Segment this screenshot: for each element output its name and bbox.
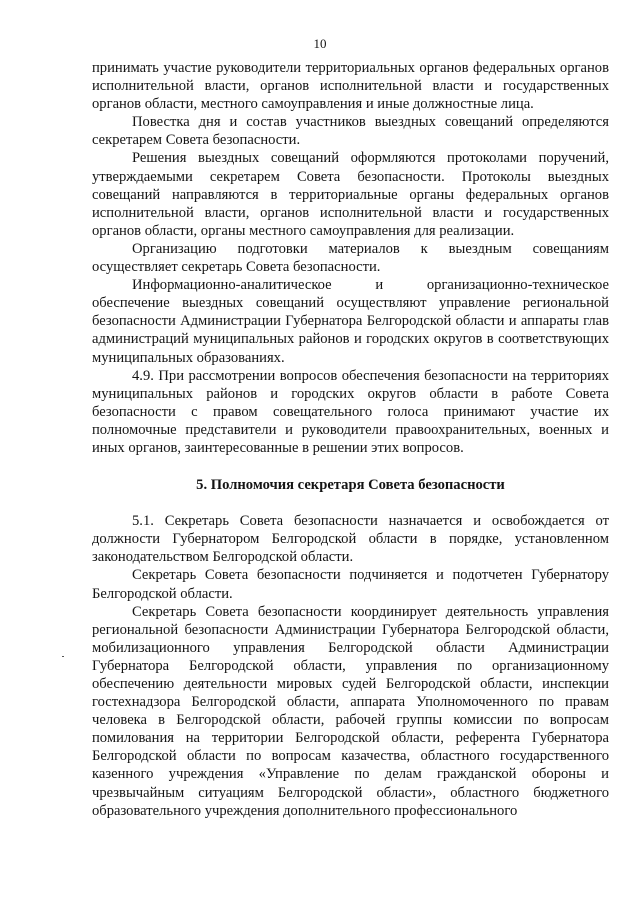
paragraph: Информационно-аналитическое и организационно-техническое обеспечение выездных совещаний осуществляют управление региональной безопасности Администрации Губернатора Белгородской области и аппараты глав администраций муниципальных районов и городских округов в соответствующих муниципальных образованиях.: [92, 277, 609, 366]
paragraph: Организацию подготовки материалов к выездным совещаниям осуществляет секретарь Совета безопасности.: [92, 240, 609, 276]
paragraph: 4.9. При рассмотрении вопросов обеспечения безопасности на территориях муниципальных районов и городских округов области в работе Совета безопасности с правом совещательного голоса принимают участие их полномочные представители и руководители правоохранительных, военных и иных органов, заинтересованные в решении этих вопросов.: [92, 367, 609, 456]
paragraph: Секретарь Совета безопасности координирует деятельность управления региональной безопасности Администрации Губернатора Белгородской области, мобилизационного управления Белгородской области Администрации Губернатора Белгородской области, управления по организационному обеспечению деятельности мировых судей Белгородской области, инспекции гостехнадзора Белгородской области, аппарата Уполномоченного по правам человека в Белгородской области, рабочей группы комиссии по вопросам помилования на территории Белгородской области, референта Губернатора Белгородской области по вопросам казачества, областного государственного казенного учреждения «Управление по делам гражданской обороны и чрезвычайным ситуациям Белгородской области», областного бюджетного образовательного учреждения дополнительного профессионального: [92, 603, 609, 819]
paragraph: принимать участие руководители территориальных органов федеральных органов исполнительной власти, органов исполнительной власти и государственных органов области, местного самоуправления и иные должностные лица.: [92, 60, 609, 113]
paragraph: Повестка дня и состав участников выездных совещаний определяются секретарем Совета безопасности.: [92, 114, 609, 149]
paragraph: Решения выездных совещаний оформляются протоколами поручений, утверждаемыми секретарем Совета безопасности. Протоколы выездных совещаний направляются в территориальные органы федеральных органов исполнительной власти, органов исполнительной власти и государственных органов области, органы местного самоуправления для реализации.: [92, 150, 609, 239]
paragraph: Секретарь Совета безопасности подчиняется и подотчетен Губернатору Белгородской области.: [92, 567, 609, 602]
section-heading: 5. Полномочия секретаря Совета безопасности: [196, 477, 505, 494]
document-body: [92, 59, 609, 820]
scan-speck: [62, 656, 64, 657]
paragraph: 5.1. Секретарь Совета безопасности назначается и освобождается от должности Губернатором Белгородской области в порядке, установленном законодательством Белгородской области.: [92, 513, 609, 566]
page-number: 10: [313, 36, 327, 51]
